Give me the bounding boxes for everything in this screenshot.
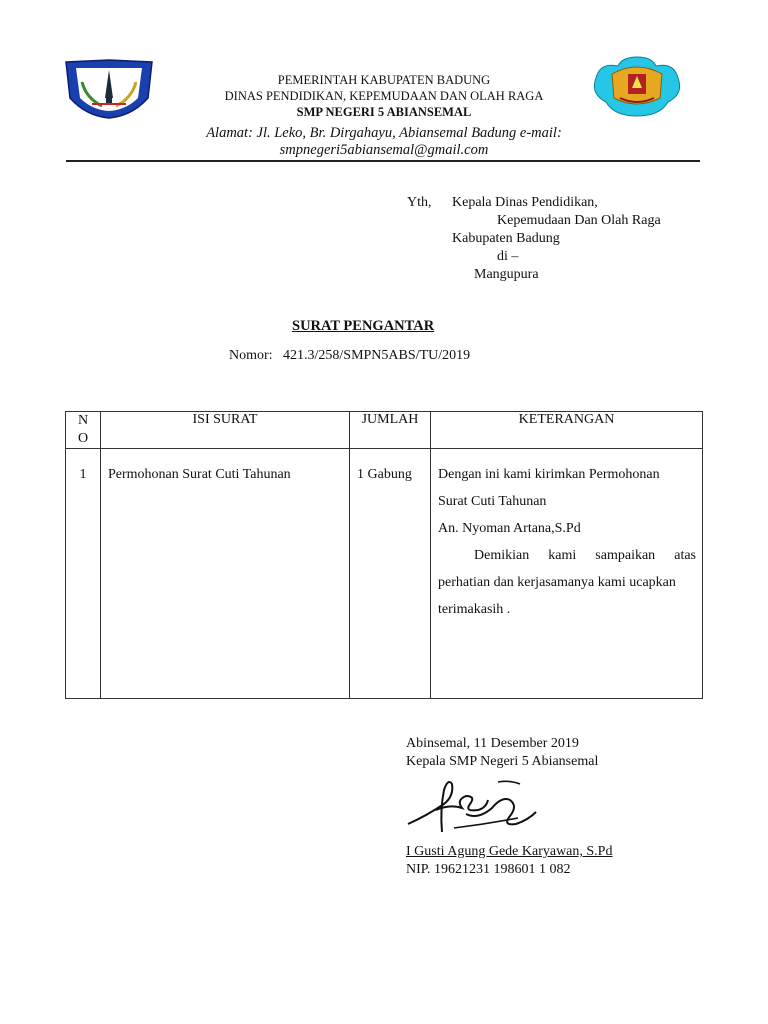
ket-line-5: perhatian dan kerjasamanya kami ucapkan: [438, 575, 676, 590]
header-jumlah: JUMLAH: [350, 412, 431, 449]
signer-position: Kepala SMP Negeri 5 Abiansemal: [406, 754, 599, 769]
recipient-line-4: di –: [497, 249, 519, 264]
letterhead-divider: [66, 160, 700, 162]
ket-line-6: terimakasih .: [438, 602, 511, 617]
signer-nip: NIP. 19621231 198601 1 082: [406, 862, 571, 877]
document-title: SURAT PENGANTAR: [292, 318, 435, 334]
ket-line-2: Surat Cuti Tahunan: [438, 494, 547, 509]
letterhead-line-2: DINAS PENDIDIKAN, KEPEMUDAAN DAN OLAH RAGA: [224, 89, 544, 103]
table-header-row: [66, 412, 703, 449]
recipient-line-5: Mangupura: [474, 267, 539, 282]
ket-line-3: An. Nyoman Artana,S.Pd: [438, 521, 581, 536]
header-no: N O: [66, 412, 101, 449]
ket-line-1: Dengan ini kami kirimkan Permohonan: [438, 467, 660, 482]
place-date: Abinsemal, 11 Desember 2019: [406, 736, 579, 751]
signer-name: I Gusti Agung Gede Karyawan, S.Pd: [406, 844, 613, 859]
row-no: 1: [66, 449, 101, 699]
recipient-line-3: Kabupaten Badung: [452, 231, 560, 246]
header-isi-surat: ISI SURAT: [101, 412, 350, 449]
school-name: SMP NEGERI 5 ABIANSEMAL: [296, 105, 472, 119]
handwritten-signature: [406, 774, 542, 840]
row-isi-surat: Permohonan Surat Cuti Tahunan: [101, 449, 350, 699]
row-jumlah: 1 Gabung: [350, 449, 431, 699]
recipient-line-1: Kepala Dinas Pendidikan,: [452, 195, 598, 210]
address-line-1: Alamat: Jl. Leko, Br. Dirgahayu, Abiansemal Badung e-mail:: [206, 125, 562, 141]
nomor-value: 421.3/258/SMPN5ABS/TU/2019: [283, 348, 471, 363]
recipient-line-2: Kepemudaan Dan Olah Raga: [497, 213, 661, 228]
ket-line-4: Demikian kami sampaikan atas: [474, 548, 696, 563]
table-row: [66, 449, 703, 699]
letterhead-line-1: PEMERINTAH KABUPATEN BADUNG: [277, 73, 491, 87]
row-keterangan: [431, 449, 703, 699]
nomor-label: Nomor:: [229, 348, 273, 363]
address-line-2: smpnegeri5abiansemal@gmail.com: [279, 142, 489, 158]
recipient-yth: Yth,: [407, 195, 432, 210]
header-keterangan: KETERANGAN: [431, 412, 703, 449]
letter-table: [65, 411, 703, 699]
